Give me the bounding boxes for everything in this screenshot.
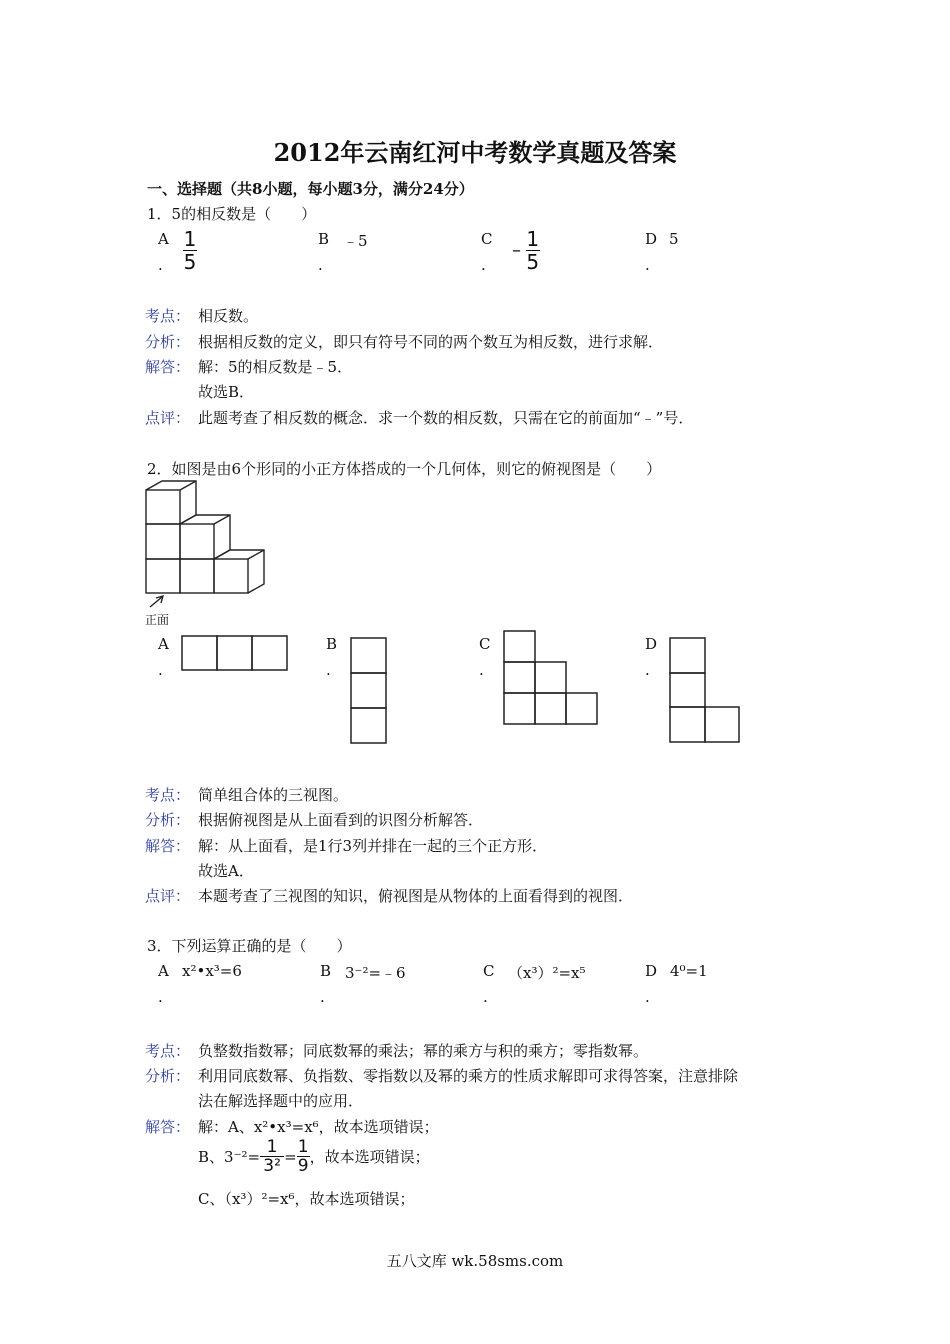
- q1-option-c-dot: .: [481, 256, 486, 274]
- q2-kaodian-label: 考点：: [145, 786, 191, 804]
- q1-jieda-line2: 故选B．: [198, 383, 255, 401]
- q2-dianping-label: 点评：: [145, 887, 191, 905]
- q1-kaodian: 相反数。: [198, 307, 259, 325]
- q3-jieda-label: 解答：: [145, 1118, 191, 1136]
- numerator: 1: [526, 227, 540, 251]
- denominator: 5: [526, 250, 540, 274]
- footer-watermark-text: 五八文库 wk.58sms.com: [386, 1252, 564, 1270]
- q3-jieda-line1: 解：A、x²•x³=x⁶，故本选项错误；: [198, 1118, 439, 1136]
- q2-jieda-line2: 故选A．: [198, 862, 254, 880]
- q3-option-c-letter: C: [483, 962, 495, 980]
- q1-stem: 1．5的相反数是（ ）: [147, 205, 317, 223]
- q2-option-a-dot: .: [158, 661, 163, 679]
- q1-option-d-letter: D: [645, 230, 658, 248]
- denominator: 9: [297, 1156, 309, 1176]
- q2-option-b-dot: .: [326, 661, 331, 679]
- q2-dianping: 本题考查了三视图的知识，俯视图是从物体的上面看得到的视图．: [198, 887, 634, 905]
- q3-stem: 3．下列运算正确的是（ ）: [147, 937, 352, 955]
- fraction-one-over-three-squared: [260, 1138, 284, 1175]
- q2-fenxi: 根据俯视图是从上面看到的识图分析解答．: [198, 811, 484, 829]
- q3-jieda-line2-suffix: ，故本选项错误；: [309, 1148, 430, 1166]
- q1-option-b-letter: B: [318, 230, 330, 248]
- q1-fenxi: 根据相反数的定义，即只有符号不同的两个数互为相反数，进行求解．: [198, 333, 664, 351]
- q1-option-d-text: 5: [669, 230, 679, 248]
- q2-option-c-dot: .: [479, 661, 484, 679]
- q1-dianping-label: 点评：: [145, 409, 191, 427]
- q1-dianping: 此题考查了相反数的概念．求一个数的相反数，只需在它的前面加“﹣”号．: [198, 409, 694, 427]
- q2-kaodian: 简单组合体的三视图。: [198, 786, 349, 804]
- q3-option-c-dot: .: [483, 988, 488, 1006]
- q2-option-b-letter: B: [326, 635, 338, 653]
- q3-option-b-text: 3⁻²=﹣6: [345, 964, 406, 982]
- equals-sign: =: [284, 1147, 297, 1166]
- q3-option-c-text: （x³）²=x⁵: [508, 964, 586, 982]
- q3-fenxi-line2: 法在解选择题中的应用．: [198, 1092, 364, 1110]
- q1-kaodian-label: 考点：: [145, 307, 191, 325]
- q1-option-c-letter: C: [481, 230, 493, 248]
- q2-stem: 2．如图是由6个形同的小正方体搭成的一个几何体，则它的俯视图是（ ）: [147, 460, 662, 478]
- q1-option-b-dot: .: [318, 256, 323, 274]
- page-title: 2012年云南红河中考数学真题及答案: [273, 138, 677, 167]
- q2-option-c-letter: C: [479, 635, 491, 653]
- q3-option-d-text: 4⁰=1: [670, 962, 708, 980]
- numerator: 1: [266, 1137, 278, 1157]
- q1-option-b-text: ﹣5: [343, 232, 368, 250]
- section-heading: 一、选择题（共8小题，每小题3分，满分24分）: [147, 180, 474, 198]
- q2-jieda-line1: 解：从上面看，是1行3列并排在一起的三个正方形．: [198, 837, 548, 855]
- q1-fenxi-label: 分析：: [145, 333, 191, 351]
- q3-fenxi-line1: 利用同底数幂、负指数、零指数以及幂的乘方的性质求解即可求得答案，注意排除: [198, 1067, 739, 1085]
- q3-fenxi-label: 分析：: [145, 1067, 191, 1085]
- front-view-label: 正面: [145, 613, 170, 627]
- q3-kaodian: 负整数指数幂；同底数幂的乘法；幂的乘方与积的乘方；零指数幂。: [198, 1042, 649, 1060]
- q1-option-d-dot: .: [645, 256, 650, 274]
- q3-jieda-line3: C、（x³）²=x⁶，故本选项错误；: [198, 1190, 415, 1208]
- q2-option-d-letter: D: [645, 635, 658, 653]
- minus-sign: –: [512, 240, 521, 261]
- fraction-one-ninth: [297, 1138, 310, 1175]
- q3-option-b-letter: B: [320, 962, 332, 980]
- numerator: 1: [183, 227, 197, 251]
- numerator: 1: [297, 1137, 309, 1157]
- q3-jieda-line2-prefix: B、3⁻²=: [198, 1148, 261, 1166]
- q2-option-d-dot: .: [645, 661, 650, 679]
- q3-jieda-line2: [198, 1138, 430, 1175]
- q2-fenxi-label: 分析：: [145, 811, 191, 829]
- denominator: 3²: [263, 1156, 281, 1176]
- q1-jieda-label: 解答：: [145, 358, 191, 376]
- q3-option-d-letter: D: [645, 962, 658, 980]
- q3-option-d-dot: .: [645, 988, 650, 1006]
- q3-option-a-dot: .: [158, 988, 163, 1006]
- q1-option-a-letter: A: [158, 230, 169, 248]
- q1-jieda-line1: 解：5的相反数是﹣5．: [198, 358, 353, 376]
- denominator: 5: [183, 250, 197, 274]
- q2-option-a-letter: A: [158, 635, 169, 653]
- q3-option-a-letter: A: [158, 962, 169, 980]
- q3-kaodian-label: 考点：: [145, 1042, 191, 1060]
- q3-option-a-text: x²•x³=6: [182, 962, 242, 980]
- q3-option-b-dot: .: [320, 988, 325, 1006]
- q2-jieda-label: 解答：: [145, 837, 191, 855]
- q1-option-a-dot: .: [158, 256, 163, 274]
